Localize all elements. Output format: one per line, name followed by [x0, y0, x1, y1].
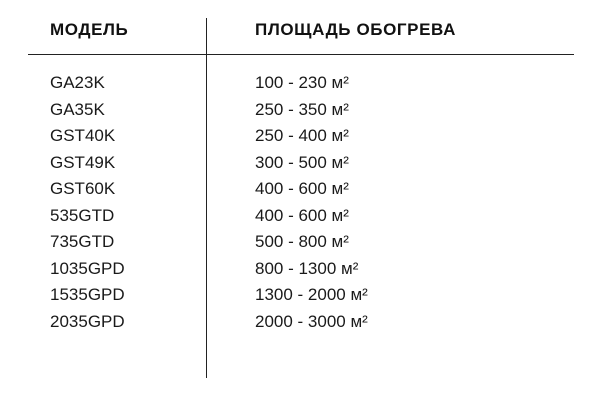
model-cell: 1035GPD	[50, 258, 125, 278]
area-cell: 100 - 230 м²	[255, 73, 349, 92]
model-cell: GA35K	[50, 99, 105, 119]
table-row	[0, 284, 600, 311]
area-cell: 300 - 500 м²	[255, 152, 349, 172]
area-cell: 250 - 400 м²	[255, 126, 349, 145]
table-row	[0, 72, 600, 99]
area-cell: 400 - 600 м²	[255, 179, 349, 198]
area-cell: 800 - 1300 м²	[255, 258, 359, 278]
area-cell: 250 - 350 м²	[255, 99, 349, 119]
table-row	[0, 178, 600, 205]
model-cell: 2035GPD	[50, 311, 125, 331]
model-cell: 735GTD	[50, 232, 115, 251]
table-row	[0, 152, 600, 179]
model-cell: GST40K	[50, 126, 116, 145]
header-heating-area: ПЛОЩАДЬ ОБОГРЕВА	[255, 20, 456, 39]
area-cell: 500 - 800 м²	[255, 232, 349, 251]
table-row	[0, 99, 600, 126]
area-cell: 1300 - 2000 м²	[255, 285, 368, 304]
model-cell: 535GTD	[50, 205, 115, 225]
area-cell: 400 - 600 м²	[255, 205, 349, 225]
model-cell: GST60K	[50, 179, 116, 198]
table-row	[0, 231, 600, 258]
table-row	[0, 311, 600, 338]
table-row	[0, 258, 600, 285]
model-cell: 1535GPD	[50, 285, 125, 304]
header-divider	[28, 54, 574, 55]
table-body	[0, 72, 600, 337]
model-cell: GA23K	[50, 73, 105, 92]
table-row	[0, 125, 600, 152]
area-cell: 2000 - 3000 м²	[255, 311, 368, 331]
table-row	[0, 205, 600, 232]
model-cell: GST49K	[50, 152, 116, 172]
header-model: МОДЕЛЬ	[50, 20, 129, 39]
